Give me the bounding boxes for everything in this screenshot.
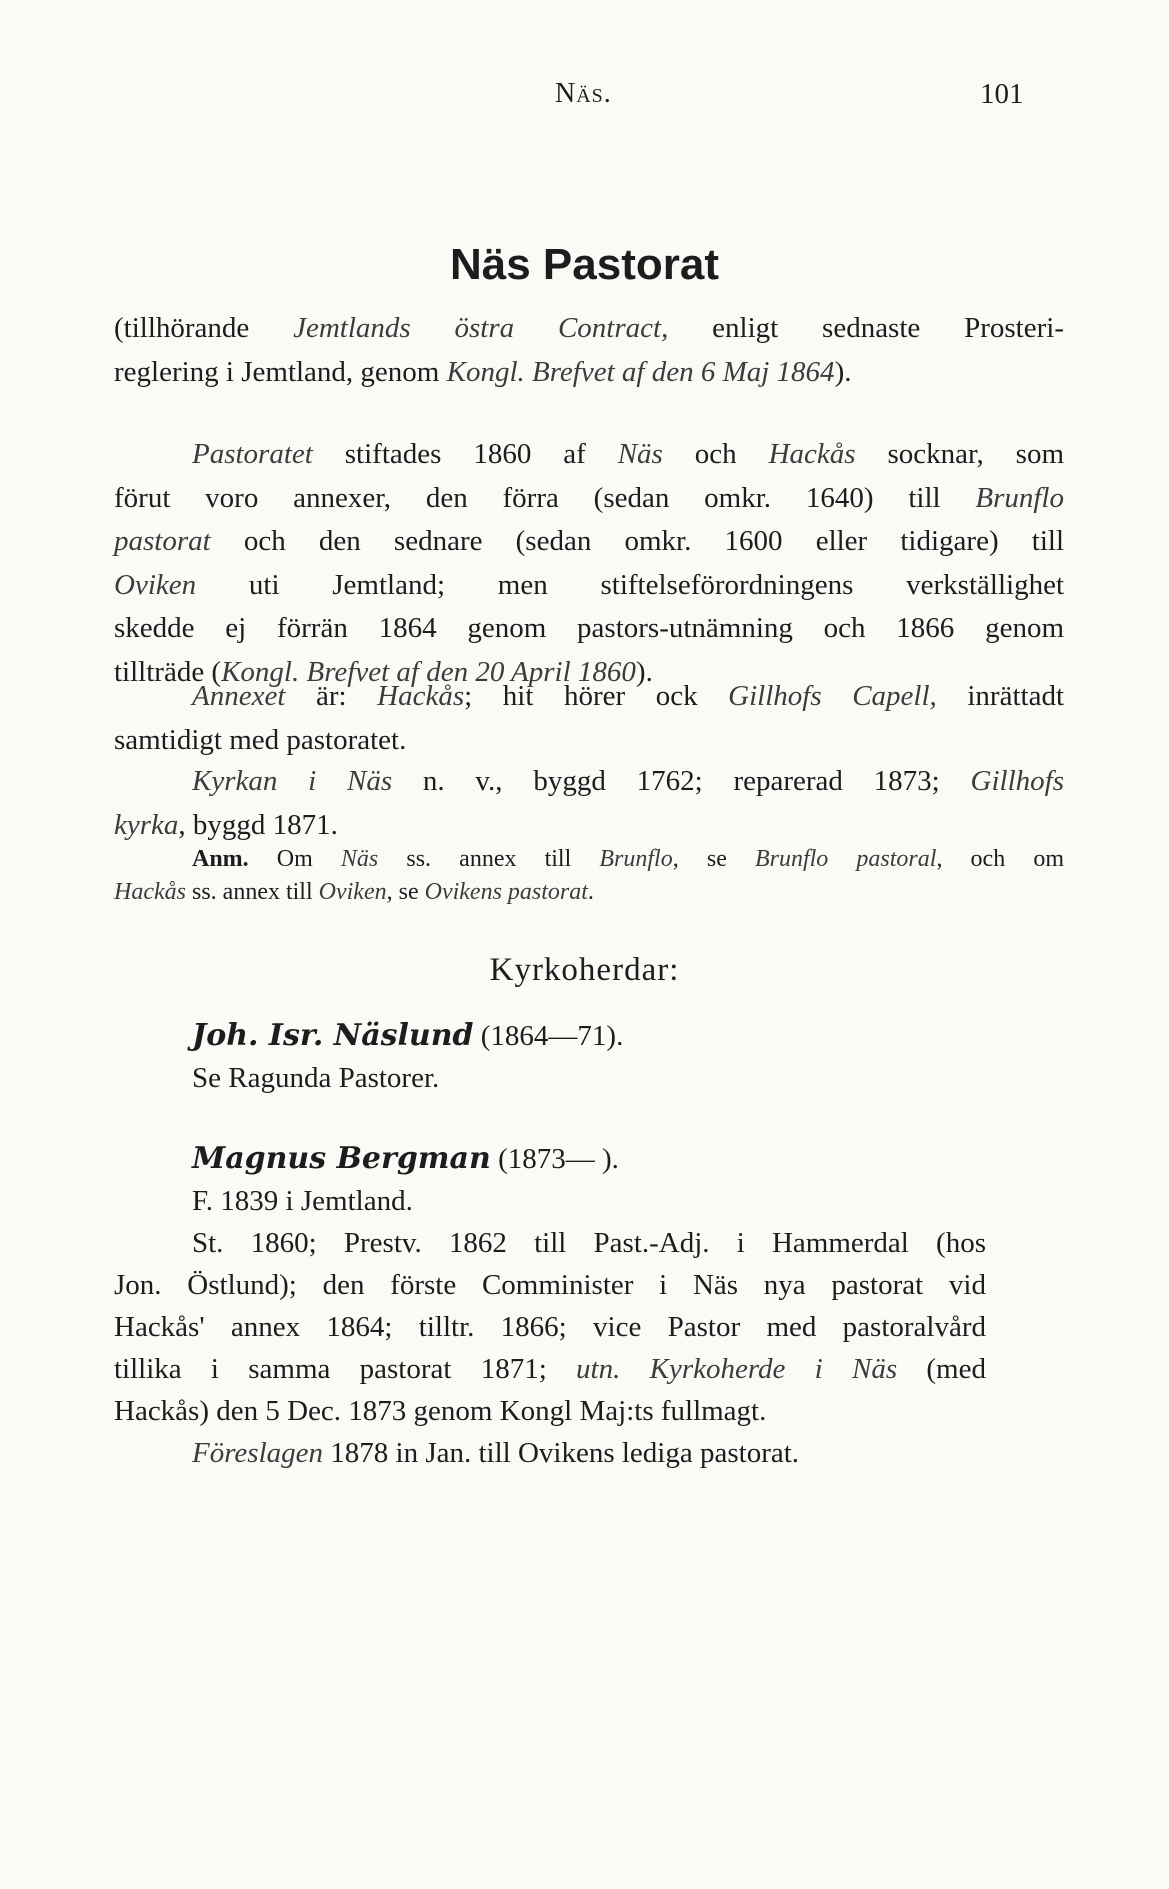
church-paragraph [114, 760, 1064, 847]
note-line-1: Anm. Om Näs ss. annex till Brunflo, se Brunflo pastoral, och om [192, 846, 1064, 872]
priest-1-heading: Joh. Isr. Näslund (1864—71). [192, 1018, 624, 1053]
priest-entry-1 [192, 1015, 623, 1099]
priest-2-heading: Magnus Bergman (1873— ). [192, 1141, 619, 1176]
church-line-1: Kyrkan i Näs n. v., byggd 1762; reparerad 1873; Gillhofs [192, 765, 1064, 797]
priest-2-line-5: Hackås) den 5 Dec. 1873 genom Kongl Maj:ts fullmagt. [114, 1395, 767, 1427]
annex-line-1: Annexet är: Hackås; hit hörer ock Gillhofs Capell, inrättadt [192, 680, 1065, 712]
priest-2-line-6: Föreslagen 1878 in Jan. till Ovikens lediga pastorat. [192, 1437, 800, 1469]
priest-2-line-3: Hackås' annex 1864; tilltr. 1866; vice Pastor med pastoralvård [114, 1311, 986, 1343]
priest-1-note: Se Ragunda Pastorer. [192, 1062, 440, 1094]
priest-2-line-1: St. 1860; Prestv. 1862 till Past.-Adj. i Hammerdal (hos [192, 1227, 986, 1259]
page-number: 101 [980, 78, 1024, 110]
founding-line-3: pastorat och den sednare (sedan omkr. 1600 eller tidigare) till [114, 525, 1064, 557]
annex-paragraph [114, 675, 1064, 762]
note-line-2: Hackås ss. annex till Oviken, se Ovikens pastorat. [114, 879, 594, 905]
section-title: Kyrkoherdar: [489, 952, 680, 988]
founding-line-1: Pastoratet stiftades 1860 af Näs och Hackås socknar, som [192, 438, 1065, 470]
founding-line-6: tillträde (Kongl. Brefvet af den 20 April 1860). [114, 655, 653, 688]
founding-paragraph [114, 433, 1064, 694]
founding-line-2: förut voro annexer, den förra (sedan omkr. 1640) till Brunflo [114, 481, 1064, 514]
running-title: Näs. [555, 78, 612, 109]
intro-line-1: (tillhörande Jemtlands östra Contract, enligt sednaste Prosteri- [114, 312, 1064, 344]
priest-entry-2 [114, 1138, 986, 1474]
note-paragraph [114, 843, 1064, 909]
church-line-2: kyrka, byggd 1871. [114, 808, 338, 841]
page-title: Näs Pastorat [449, 240, 719, 289]
founding-line-5: skedde ej förrän 1864 genom pastors-utnämning och 1866 genom [114, 612, 1064, 644]
annex-line-2: samtidigt med pastoratet. [114, 723, 407, 756]
founding-line-4: Oviken uti Jemtland; men stiftelseförordningens verkställighet [114, 568, 1064, 601]
intro-paragraph [114, 307, 1064, 394]
priest-2-born: F. 1839 i Jemtland. [192, 1185, 413, 1217]
priest-2-line-2: Jon. Östlund); den förste Comminister i Näs nya pastorat vid [114, 1269, 986, 1301]
intro-line-2: reglering i Jemtland, genom Kongl. Brefvet af den 6 Maj 1864). [114, 355, 852, 388]
priest-2-line-4: tillika i samma pastorat 1871; utn. Kyrkoherde i Näs (med [114, 1353, 986, 1385]
